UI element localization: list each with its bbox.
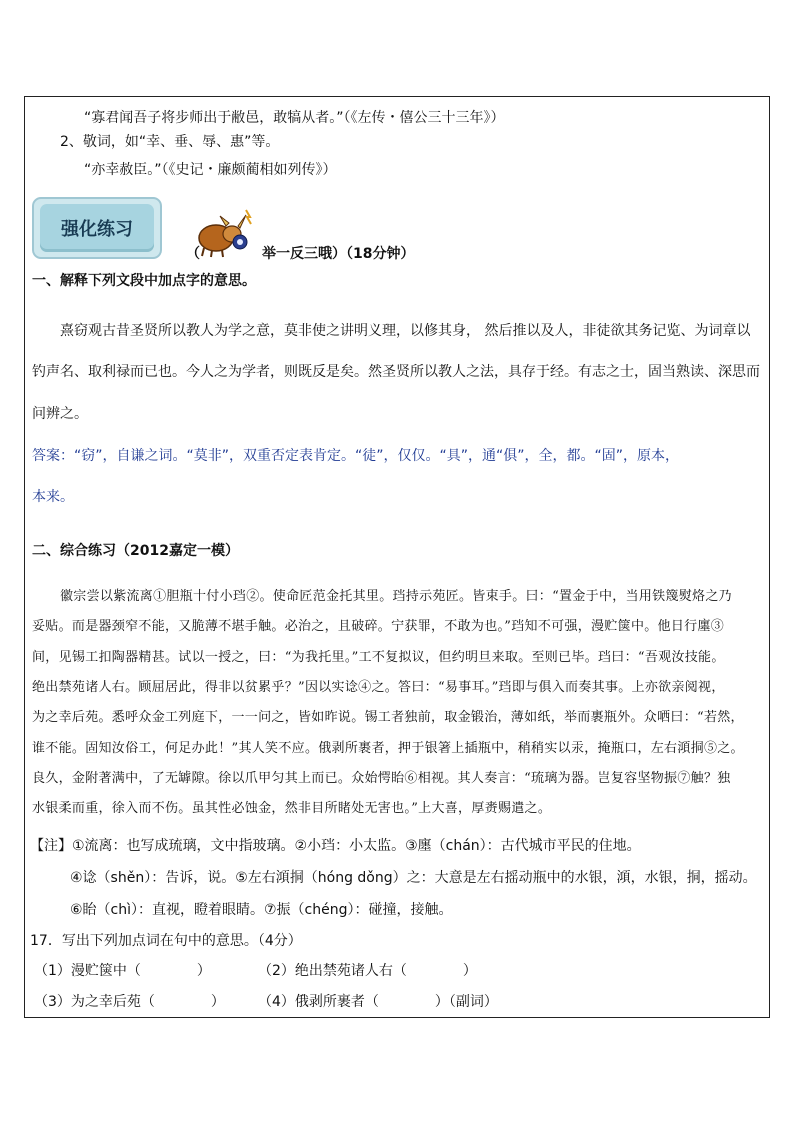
blank-item-2: （2）绝出禁苑诸人右（ ）: [258, 963, 477, 979]
part1-answer-line: 本来。: [32, 489, 74, 505]
section-badge: [32, 197, 162, 259]
intro-quote-2: “亦幸赦臣。”（《史记・廉颇蔺相如列传》）: [84, 162, 337, 178]
blank-item-3: （3）为之幸后苑（ ）: [34, 994, 225, 1010]
cartoon-ox-icon: [194, 208, 256, 258]
part2-passage-line: 为之幸后苑。悉呼众金工列庭下，一一问之，皆如昨说。锡工者独前，取金锻治，薄如纸，举而裹瓶外。众哂曰：“若然，: [32, 710, 744, 725]
part2-passage-line: 水银柔而重，徐入而不伤。虽其性必蚀金，然非目所睹处无害也。”上大喜，厚赉赐遣之。: [32, 801, 552, 816]
question-17: 17．写出下列加点词在句中的意思。（4分）: [30, 933, 302, 949]
part2-heading: 二、综合练习（2012嘉定一模）: [32, 543, 239, 559]
part2-passage-line: 妥贴。而是器颈窄不能，又脆薄不堪手触。必治之，且破碎。宁获罪，不敢为也。”珰知不可强，漫贮箧中。他日行廛③: [32, 619, 725, 634]
part2-passage-line: 绝出禁苑诸人右。顾屈居此，得非以贫累乎？”因以实谂④之。答曰：“易事耳。”珰即与俱入而奏其事。上亦欲亲阅视，: [32, 680, 725, 695]
part2-passage-line: 谁不能。固知汝俗工，何足办此！”其人笑不应。俄剥所裹者，押于银箸上插瓶中，稍稍实以汞，掩瓶口，左右澒挏⑤之。: [32, 741, 744, 756]
intro-quote-1: “寡君闻吾子将步师出于敝邑，敢犒从者。”（《左传・僖公三十三年》）: [84, 110, 505, 126]
part2-passage-line: 徽宗尝以紫流离①胆瓶十付小珰②。使命匠范金托其里。珰持示苑匠。皆束手。曰：“置金于中，当用铁篾熨烙之乃: [60, 589, 732, 604]
part1-passage-line: 钓声名、取利禄而已也。今人之为学者，则既反是矣。然圣贤所以教人之法，具存于经。有志之士，固当熟读、深思而: [32, 364, 760, 380]
notes-line: 【注】①流离：也写成琉璃，文中指玻璃。②小珰：小太监。③廛（chán）：古代城市平民的住地。: [30, 838, 641, 854]
blank-item-1: （1）漫贮箧中（ ）: [34, 963, 211, 979]
notes-line: ④谂（shěn）：告诉，说。⑤左右澒挏（hóng dǒng）之：大意是左右摇动瓶中的水银，澒，水银，挏，摇动。: [70, 870, 757, 886]
part1-passage-line: 熹窃观古昔圣贤所以教人为学之意，莫非使之讲明义理，以修其身， 然后推以及人，非徒欲其务记览、为词章以: [60, 323, 751, 339]
section-badge-label: 强化练习: [61, 219, 133, 240]
subtitle-open-paren: （: [186, 246, 200, 262]
subtitle-text: 举一反三哦）（18分钟）: [262, 246, 415, 262]
part1-answer-line: 答案：“窃”，自谦之词。“莫非”，双重否定表肯定。“徒”，仅仅。“具”，通“俱”，全，都。“固”，原本，: [32, 448, 680, 464]
part2-passage-line: 间，见锡工扣陶器精甚。试以一授之，曰：“为我托里。”工不复拟议，但约明旦来取。至则已毕。珰曰：“吾观汝技能。: [32, 650, 725, 665]
part1-heading: 一、解释下列文段中加点字的意思。: [32, 273, 256, 289]
intro-item-2: 2、敬词，如“幸、垂、辱、惠”等。: [60, 134, 280, 150]
blank-item-4: （4）俄剥所裹者（ ）（副词）: [258, 994, 498, 1010]
part2-passage-line: 良久，金附著满中，了无罅隙。徐以爪甲匀其上而已。众始愕眙⑥相视。其人奏言：“琉璃为器。岂复容坚物振⑦触？独: [32, 771, 731, 786]
notes-line: ⑥眙（chì）：直视，瞪着眼睛。⑦振（chéng）：碰撞，接触。: [70, 902, 453, 918]
part1-passage-line: 问辨之。: [32, 406, 88, 422]
